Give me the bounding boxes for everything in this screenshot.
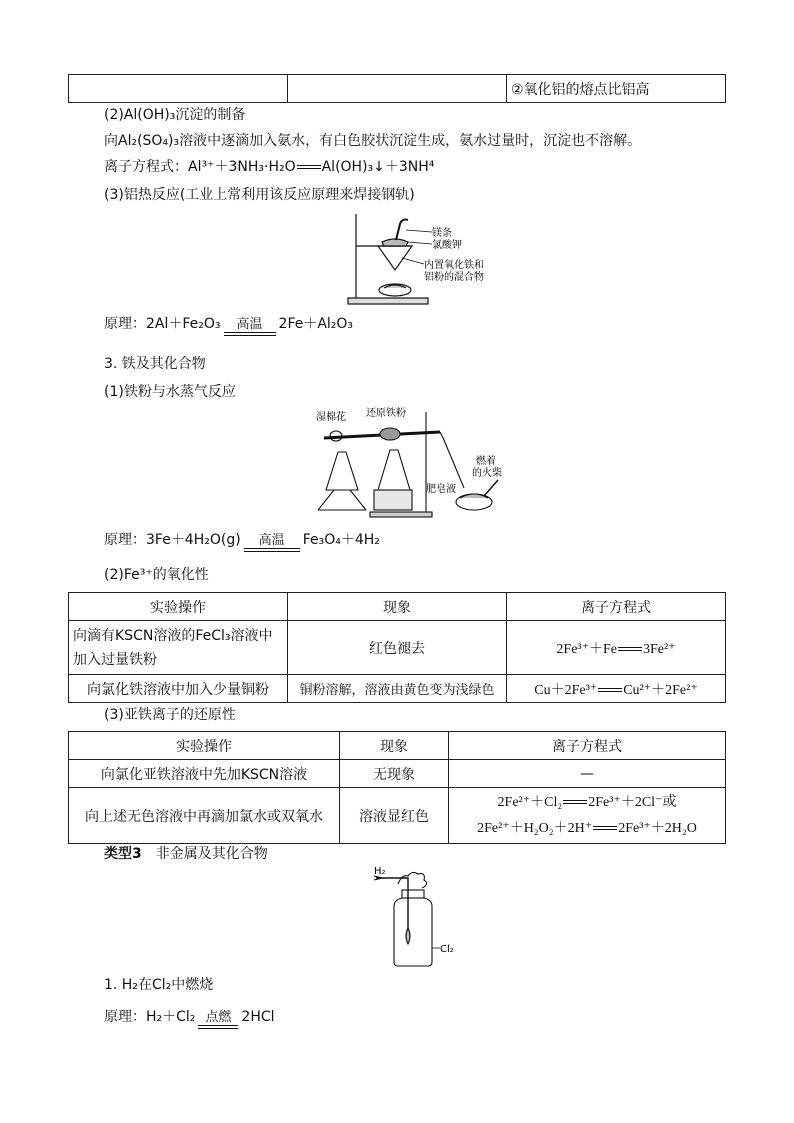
aloh3-heading: (2)Al(OH)₃沉淀的制备 [104, 107, 246, 123]
section-iron: 3. 铁及其化合物 [104, 356, 206, 372]
label-mixture-2: 铝粉的混合物 [424, 272, 484, 283]
jar-stopper [402, 890, 424, 898]
iron-steam-principle: 原理：3Fe＋4H₂O(g) 高温 Fe₃O₄＋4H₂ [104, 528, 380, 552]
eq-left: 离子方程式：Al³⁺＋3NH₃·H₂O [104, 159, 296, 175]
label-mixture-1: 内置氧化铁和 [424, 260, 484, 271]
label-mg-strip: 镁条 [432, 228, 452, 239]
top-table [68, 74, 726, 103]
gas-jar [394, 898, 432, 966]
label-wet-cotton: 湿棉花 [316, 412, 346, 423]
thermite-apparatus-figure [340, 210, 490, 310]
fe2-header-phenomenon: 现象 [340, 732, 449, 760]
stand-base [348, 298, 428, 304]
stand-base [370, 512, 432, 517]
iron-steam-heading: (1)铁粉与水蒸气反应 [104, 384, 236, 400]
delivery-tube [440, 432, 464, 488]
glass-tube [376, 878, 408, 944]
condition-arrow: 点燃 [198, 1010, 238, 1029]
fe3-header-operation: 实验操作 [69, 593, 288, 621]
top-table-cell-3: ②氧化铝的熔点比铝高 [507, 75, 726, 103]
alcohol-lamp-right [378, 450, 410, 490]
iron-steam-apparatus-figure [312, 404, 512, 520]
white-mist [398, 872, 427, 888]
scissor-jack [318, 490, 366, 510]
eq-right: Al(OH)₃↓＋3NH⁴ [321, 159, 435, 175]
table-row: 向上述无色溶液中再滴加氯水或双氧水 溶液显红色 2Fe²⁺＋Cl₂ 2Fe³⁺＋2Cl⁻或 2Fe²⁺＋H₂O₂＋2H⁺ 2Fe³⁺＋2H₂O [69, 788, 726, 844]
match [484, 480, 498, 496]
fe2-table [68, 731, 726, 844]
h2-cl2-apparatus-figure [368, 866, 468, 970]
table-row: 向氯化亚铁溶液中先加KSCN溶液 无现象 — [69, 760, 726, 788]
h2-cl2-principle: 原理：H₂＋Cl₂ 点燃 2HCl [104, 1005, 275, 1029]
condition-arrow: 高温 [224, 317, 276, 336]
thermite-principle: 原理：2Al＋Fe₂O₃ 高温 2Fe＋Al₂O₃ [104, 312, 353, 336]
fe2-reduction-heading: (3)亚铁离子的还原性 [104, 707, 236, 723]
label-iron-powder: 还原铁粉 [366, 408, 406, 419]
top-table-cell-1 [69, 75, 288, 103]
label-match-2: 的火柴 [472, 468, 502, 479]
fe2-header-operation: 实验操作 [69, 732, 340, 760]
funnel-paper [378, 246, 412, 270]
table-row: 向滴有KSCN溶液的FeCl₃溶液中 加入过量铁粉 红色褪去 2Fe³⁺＋Fe 3Fe²⁺ [69, 621, 726, 675]
label-h2: H₂ [374, 866, 386, 877]
fe2-header-equation: 离子方程式 [449, 732, 726, 760]
fe3-header-phenomenon: 现象 [288, 593, 507, 621]
fe3-oxidation-heading: (2)Fe³⁺的氧化性 [104, 567, 209, 583]
condition-arrow: 高温 [244, 533, 300, 552]
aloh3-desc: 向Al₂(SO₄)₃溶液中逐滴加入氨水，有白色胶状沉淀生成，氨水过量时，沉淀也不溶解。 [104, 133, 642, 149]
wood-block [374, 490, 412, 510]
iron-powder [380, 428, 400, 440]
thermite-heading: (3)铝热反应(工业上常利用该反应原理来焊接钢轨) [104, 187, 415, 203]
equals-sign [297, 165, 321, 169]
label-match-1: 燃着 [476, 456, 496, 467]
fe3-header-equation: 离子方程式 [507, 593, 726, 621]
type3-heading: 类型3 非金属及其化合物 [104, 846, 268, 862]
top-table-cell-2 [288, 75, 507, 103]
alcohol-lamp-left [326, 452, 358, 490]
label-soap: 肥皂液 [426, 484, 456, 495]
potassium-chlorate [382, 239, 408, 246]
table-row: 向氯化铁溶液中加入少量铜粉 铜粉溶解，溶液由黄色变为浅绿色 Cu＋2Fe³⁺ Cu²⁺＋2Fe²⁺ [69, 675, 726, 703]
fe3-table [68, 592, 726, 703]
h2-cl2-item: 1. H₂在Cl₂中燃烧 [104, 977, 214, 993]
aloh3-ionic-equation [104, 157, 434, 177]
label-kclo3: 氯酸钾 [432, 240, 462, 251]
flame [406, 928, 410, 944]
label-cl2: Cl₂ [440, 944, 454, 955]
